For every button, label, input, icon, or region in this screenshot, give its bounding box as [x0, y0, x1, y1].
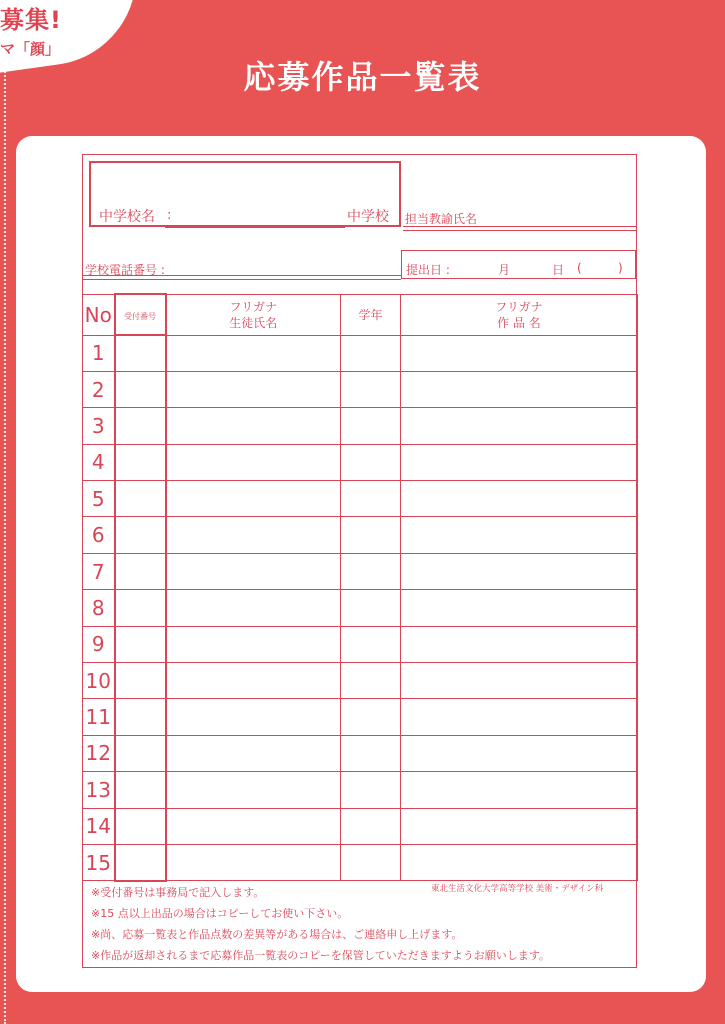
- student-name-cell[interactable]: [166, 772, 341, 808]
- student-name-cell[interactable]: [166, 844, 341, 880]
- teacher-name-label: 担当教諭氏名: [405, 212, 478, 226]
- table-row: [83, 553, 638, 589]
- grade-cell[interactable]: [341, 553, 401, 589]
- entry-table: [82, 293, 638, 882]
- student-name-cell[interactable]: [166, 408, 341, 444]
- receipt-number-cell[interactable]: [115, 335, 166, 371]
- header-student-name-label: 生徒氏名: [229, 315, 278, 330]
- header-work-title: [401, 294, 638, 335]
- row-number: 10: [83, 663, 115, 699]
- student-name-cell[interactable]: [166, 553, 341, 589]
- table-row: [83, 772, 638, 808]
- school-phone-label: 学校電話番号 :: [85, 263, 165, 277]
- work-title-cell[interactable]: [401, 699, 638, 735]
- student-name-cell[interactable]: [166, 735, 341, 771]
- school-suffix: 中学校: [347, 209, 389, 225]
- work-title-cell[interactable]: [401, 590, 638, 626]
- header-work-furigana: フリガナ: [495, 299, 543, 314]
- row-number: 12: [83, 735, 115, 771]
- student-name-cell[interactable]: [166, 663, 341, 699]
- table-row: [83, 590, 638, 626]
- work-title-cell[interactable]: [401, 808, 638, 844]
- grade-cell[interactable]: [341, 772, 401, 808]
- note-item: ※15 点以上出品の場合はコピーしてお使い下さい。: [91, 907, 349, 920]
- entry-table-body: [83, 335, 638, 881]
- student-name-cell[interactable]: [166, 481, 341, 517]
- row-number: 3: [83, 408, 115, 444]
- school-phone-field[interactable]: [83, 275, 401, 276]
- table-row: [83, 517, 638, 553]
- work-title-cell[interactable]: [401, 444, 638, 480]
- work-title-cell[interactable]: [401, 371, 638, 407]
- student-name-cell[interactable]: [166, 626, 341, 662]
- row-number: 2: [83, 371, 115, 407]
- receipt-number-cell[interactable]: [115, 444, 166, 480]
- row-number: 4: [83, 444, 115, 480]
- work-title-cell[interactable]: [401, 481, 638, 517]
- header-work-title-label: 作 品 名: [497, 315, 541, 330]
- note-item: ※受付番号は事務局で記入します。: [91, 886, 265, 899]
- receipt-number-cell[interactable]: [115, 626, 166, 662]
- teacher-name-rule: [403, 230, 636, 231]
- grade-cell[interactable]: [341, 371, 401, 407]
- grade-cell[interactable]: [341, 663, 401, 699]
- work-title-cell[interactable]: [401, 735, 638, 771]
- grade-cell[interactable]: [341, 626, 401, 662]
- page-title: 応募作品一覧表: [243, 58, 482, 96]
- receipt-number-cell[interactable]: [115, 408, 166, 444]
- work-title-cell[interactable]: [401, 553, 638, 589]
- receipt-number-cell[interactable]: [115, 772, 166, 808]
- banner-line1: 募集!: [0, 6, 62, 34]
- teacher-name-field[interactable]: [403, 226, 636, 227]
- row-number: 7: [83, 553, 115, 589]
- header-receipt-number: 受付番号: [115, 294, 166, 335]
- grade-cell[interactable]: [341, 444, 401, 480]
- work-title-cell[interactable]: [401, 663, 638, 699]
- row-number: 9: [83, 626, 115, 662]
- student-name-cell[interactable]: [166, 444, 341, 480]
- receipt-number-cell[interactable]: [115, 663, 166, 699]
- work-title-cell[interactable]: [401, 772, 638, 808]
- receipt-number-cell[interactable]: [115, 481, 166, 517]
- banner-line2: マ「顔」: [0, 40, 61, 58]
- school-name-underline: [165, 225, 345, 228]
- student-name-cell[interactable]: [166, 808, 341, 844]
- receipt-number-cell[interactable]: [115, 590, 166, 626]
- receipt-number-cell[interactable]: [115, 735, 166, 771]
- row-number: 14: [83, 808, 115, 844]
- student-name-cell[interactable]: [166, 590, 341, 626]
- table-row: [83, 444, 638, 480]
- table-row: [83, 626, 638, 662]
- date-weekday-open: (: [577, 261, 582, 275]
- table-row: [83, 481, 638, 517]
- row-number: 5: [83, 481, 115, 517]
- grade-cell[interactable]: [341, 408, 401, 444]
- work-title-cell[interactable]: [401, 844, 638, 880]
- note-item: ※尚、応募一覧表と作品点数の差異等がある場合は、ご連絡申し上げます。: [91, 928, 463, 941]
- submission-date-label: 提出日 :: [406, 263, 450, 277]
- school-name-colon: :: [167, 208, 172, 223]
- table-row: [83, 844, 638, 880]
- receipt-number-cell[interactable]: [115, 808, 166, 844]
- header-student-name: [166, 294, 341, 335]
- receipt-number-cell[interactable]: [115, 844, 166, 880]
- grade-cell[interactable]: [341, 844, 401, 880]
- table-row: [83, 735, 638, 771]
- header-no: No: [83, 294, 115, 335]
- school-phone-rule: [83, 279, 401, 280]
- student-name-cell[interactable]: [166, 335, 341, 371]
- table-row: [83, 371, 638, 407]
- row-number: 1: [83, 335, 115, 371]
- header-student-furigana: フリガナ: [229, 299, 277, 314]
- school-name-box[interactable]: [89, 161, 401, 227]
- school-credit: 東北生活文化大学高等学校 美術・デザイン科: [431, 884, 604, 894]
- date-weekday-close: ): [618, 261, 623, 275]
- work-title-cell[interactable]: [401, 517, 638, 553]
- grade-cell[interactable]: [341, 808, 401, 844]
- header-grade: 学年: [341, 294, 401, 335]
- receipt-number-cell[interactable]: [115, 699, 166, 735]
- table-row: [83, 663, 638, 699]
- grade-cell[interactable]: [341, 335, 401, 371]
- student-name-cell[interactable]: [166, 517, 341, 553]
- row-number: 6: [83, 517, 115, 553]
- work-title-cell[interactable]: [401, 408, 638, 444]
- receipt-number-cell[interactable]: [115, 371, 166, 407]
- student-name-cell[interactable]: [166, 371, 341, 407]
- entry-form: [82, 154, 637, 968]
- grade-cell[interactable]: [341, 517, 401, 553]
- student-name-cell[interactable]: [166, 699, 341, 735]
- table-row: [83, 699, 638, 735]
- row-number: 13: [83, 772, 115, 808]
- grade-cell[interactable]: [341, 590, 401, 626]
- row-number: 11: [83, 699, 115, 735]
- grade-cell[interactable]: [341, 735, 401, 771]
- date-month-label: 月: [498, 263, 511, 277]
- work-title-cell[interactable]: [401, 626, 638, 662]
- school-name-label: 中学校名: [99, 209, 155, 225]
- cut-line: [4, 68, 6, 1024]
- row-number: 8: [83, 590, 115, 626]
- row-number: 15: [83, 844, 115, 880]
- note-item: ※作品が返却されるまで応募作品一覧表のコピーを保管していただきますようお願いします。: [91, 949, 550, 962]
- receipt-number-cell[interactable]: [115, 553, 166, 589]
- work-title-cell[interactable]: [401, 335, 638, 371]
- table-row: [83, 408, 638, 444]
- submission-date-box[interactable]: [401, 250, 636, 279]
- grade-cell[interactable]: [341, 481, 401, 517]
- grade-cell[interactable]: [341, 699, 401, 735]
- table-row: [83, 335, 638, 371]
- receipt-number-cell[interactable]: [115, 517, 166, 553]
- form-card: [16, 136, 706, 992]
- date-day-label: 日: [552, 263, 565, 277]
- table-row: [83, 808, 638, 844]
